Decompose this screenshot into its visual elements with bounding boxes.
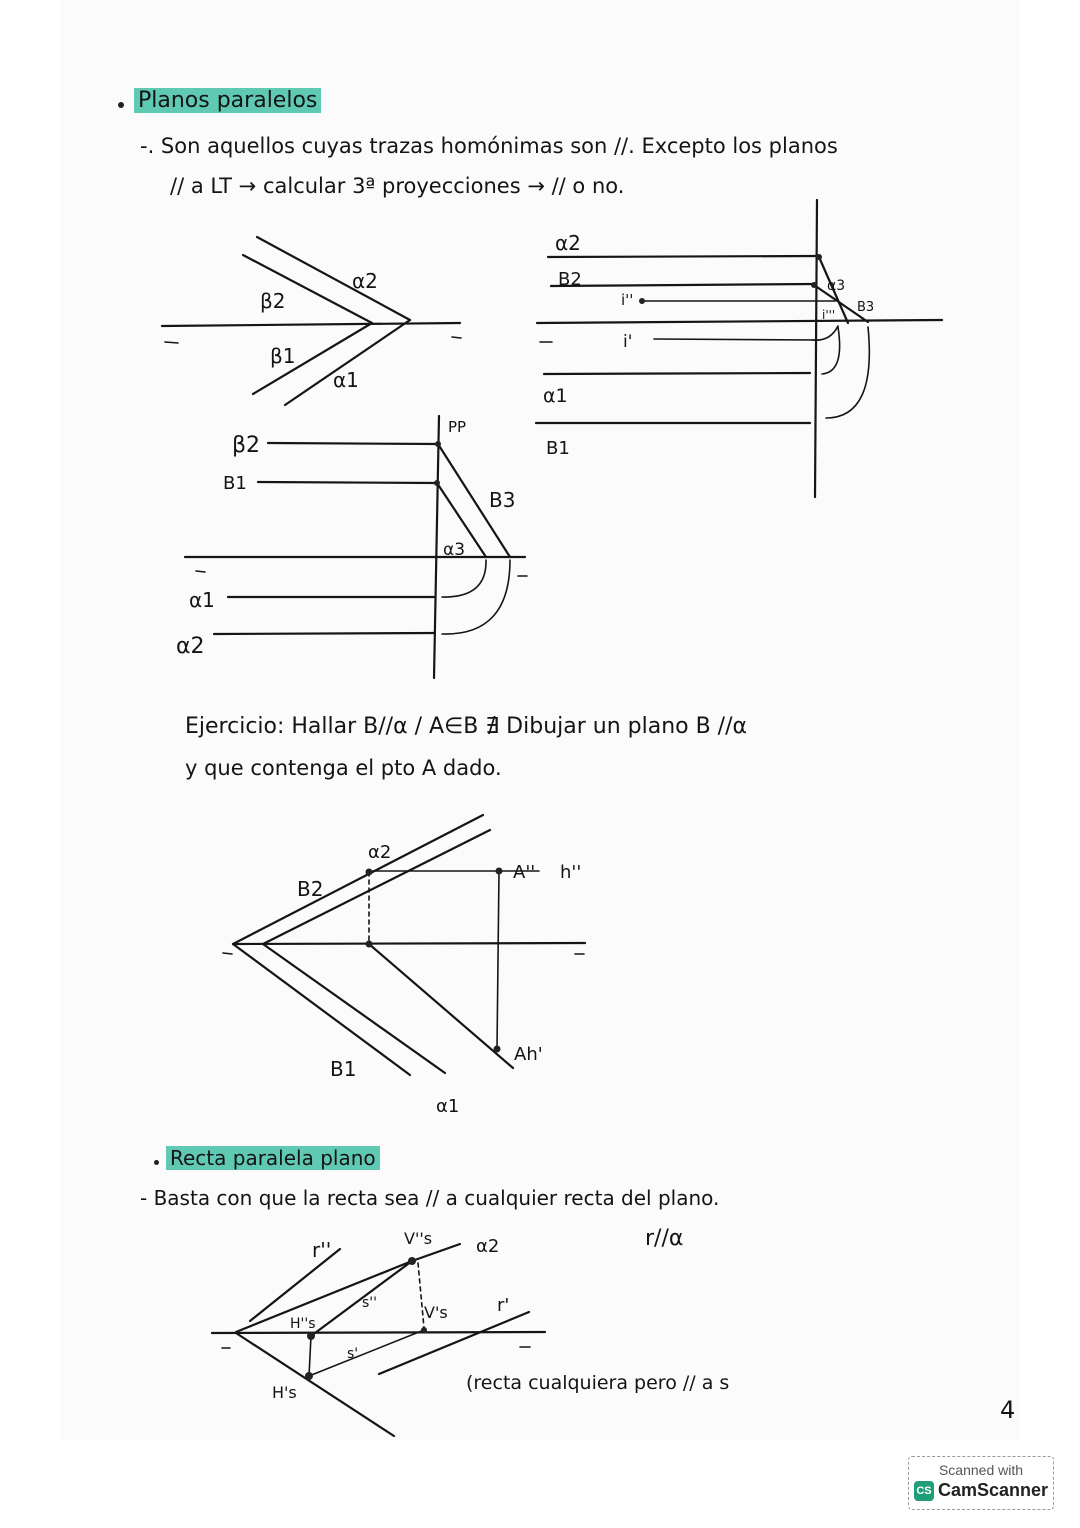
section1-line2: // a LT → calcular 3ª proyecciones → // o no.: [170, 174, 625, 198]
svg-text:B3: B3: [857, 300, 875, 315]
heading-text: Recta paralela plano: [166, 1146, 380, 1170]
section-heading-recta-paralela: [166, 1146, 380, 1170]
svg-text:α3: α3: [443, 540, 466, 560]
label-beta1: β1: [270, 344, 296, 368]
svg-text:α1: α1: [436, 1096, 460, 1117]
svg-text:s'': s'': [362, 1295, 377, 1311]
svg-text:α3: α3: [827, 278, 846, 294]
svg-text:B1: B1: [223, 473, 247, 494]
diagram5-note: (recta cualquiera pero // a s: [466, 1372, 730, 1394]
page-number: 4: [1000, 1396, 1016, 1424]
section1-line1: -. Son aquellos cuyas trazas homónimas son //. Excepto los planos: [140, 134, 838, 158]
svg-text:r'': r'': [312, 1238, 332, 1262]
svg-text:H's: H's: [272, 1383, 297, 1402]
svg-text:B1: B1: [330, 1057, 357, 1081]
section2-line1: - Basta con que la recta sea // a cualquier recta del plano.: [140, 1186, 720, 1210]
exercise-line1: Ejercicio: Hallar B//α / A∈B ∄ Dibujar un plano B //α: [185, 714, 748, 739]
svg-text:B1: B1: [546, 438, 570, 459]
svg-text:α1: α1: [189, 588, 215, 612]
label-alpha1: α1: [333, 368, 359, 392]
svg-text:B2: B2: [297, 877, 324, 901]
watermark-brand: CamScanner: [937, 1480, 1049, 1500]
svg-text:α2: α2: [368, 842, 392, 863]
camscanner-watermark: [908, 1456, 1054, 1510]
svg-text:α2: α2: [176, 634, 205, 659]
svg-text:α2: α2: [476, 1236, 500, 1257]
svg-text:i'': i'': [621, 291, 634, 309]
label-beta2: β2: [260, 289, 286, 313]
svg-text:A'': A'': [513, 862, 536, 883]
heading-text: Planos paralelos: [134, 88, 321, 113]
svg-text:β2: β2: [232, 433, 261, 458]
svg-text:B2: B2: [558, 269, 582, 290]
svg-text:V''s: V''s: [404, 1229, 433, 1248]
exercise-line2: y que contenga el pto A dado.: [185, 756, 502, 780]
label-alpha2: α2: [352, 269, 378, 293]
svg-text:α2: α2: [555, 231, 581, 255]
svg-text:i''': i''': [822, 308, 836, 322]
watermark-caption: Scanned with: [938, 1462, 1024, 1478]
svg-text:i': i': [623, 332, 633, 352]
svg-text:PP: PP: [448, 418, 467, 436]
svg-text:H''s: H''s: [290, 1316, 316, 1332]
svg-text:h'': h'': [560, 862, 582, 883]
svg-text:s': s': [347, 1346, 359, 1362]
svg-text:r': r': [497, 1295, 510, 1316]
camscanner-logo-icon: CS: [914, 1481, 934, 1501]
svg-text:V's: V's: [424, 1303, 448, 1322]
svg-text:Ah': Ah': [514, 1044, 543, 1065]
svg-text:α1: α1: [543, 385, 568, 407]
bullet-icon: [154, 1160, 159, 1165]
svg-text:B3: B3: [489, 488, 516, 512]
r-parallel-alpha-label: r//α: [645, 1226, 684, 1251]
